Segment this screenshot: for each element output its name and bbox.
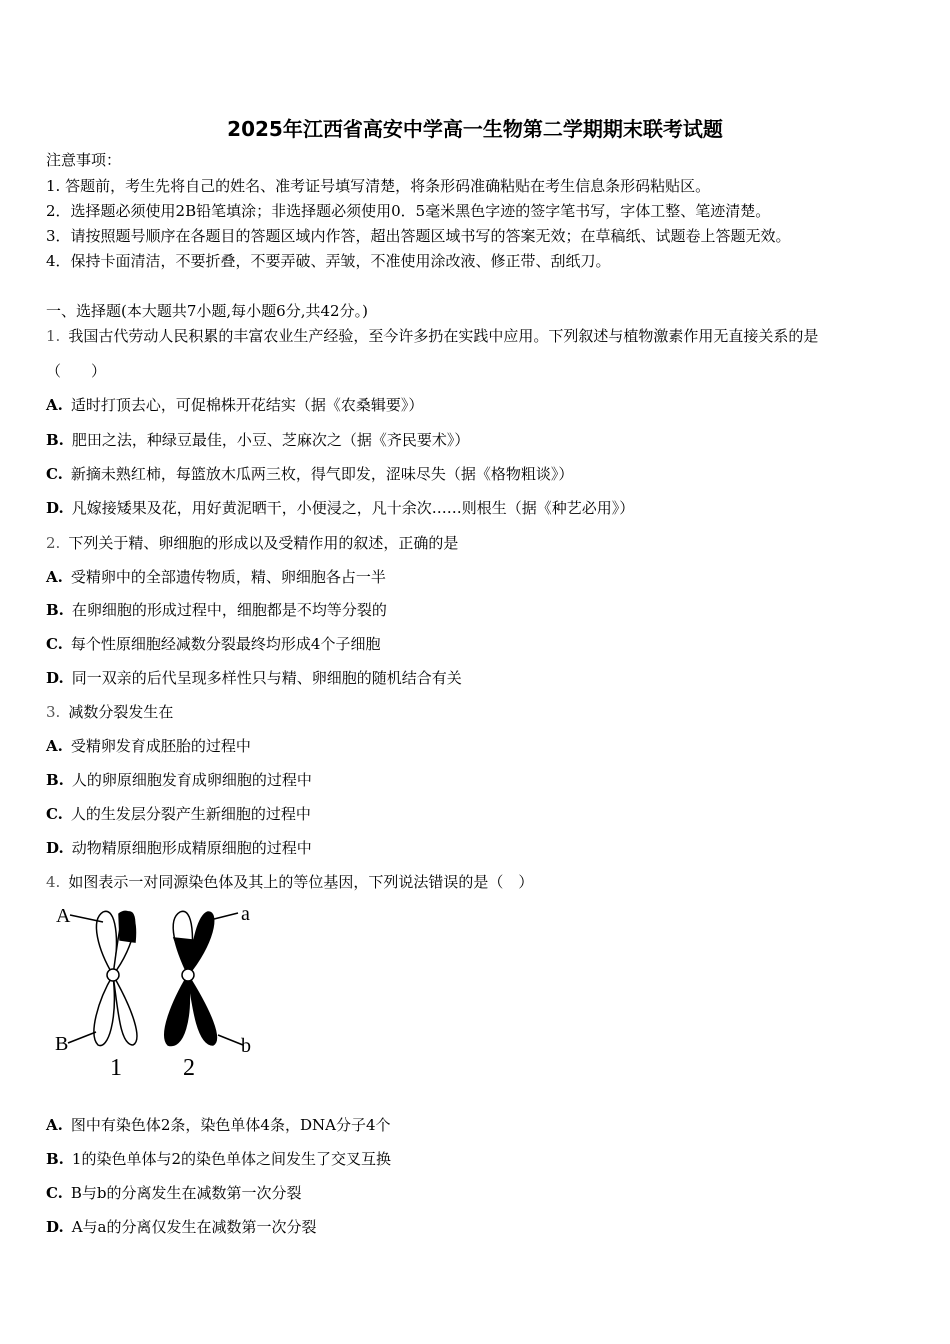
option-d[interactable]: D. A与a的分离仅发生在减数第一次分裂 [46, 1218, 317, 1236]
label-a: a [241, 903, 250, 925]
notice-item: 1. 答题前，考生先将自己的姓名、准考证号填写清楚，将条形码准确粘贴在考生信息条形码粘贴区。 [46, 177, 711, 195]
chromosome-figure [48, 900, 288, 1085]
notice-item: 3．请按照题号顺序在各题目的答题区域内作答，超出答题区域书写的答案无效；在草稿纸、试题卷上答题无效。 [46, 227, 791, 245]
option-b[interactable]: B. 人的卵原细胞发育成卵细胞的过程中 [46, 771, 312, 789]
notice-item: 2．选择题必须使用2B铅笔填涂；非选择题必须使用0．5毫米黑色字迹的签字笔书写，字体工整、笔迹清楚。 [46, 202, 771, 220]
option-a[interactable]: A. 图中有染色体2条，染色单体4条，DNA分子4个 [46, 1116, 391, 1134]
option-a[interactable]: A. 受精卵中的全部遗传物质，精、卵细胞各占一半 [46, 568, 386, 586]
label-B: B [55, 1033, 69, 1055]
question-4-stem: 4. 如图表示一对同源染色体及其上的等位基因，下列说法错误的是（ ） [46, 873, 534, 891]
option-c[interactable]: C. 人的生发层分裂产生新细胞的过程中 [46, 805, 311, 823]
question-3-stem: 3. 减数分裂发生在 [46, 703, 174, 721]
option-c[interactable]: C. 新摘未熟红柿，每篮放木瓜两三枚，得气即发，涩味尽失（据《格物粗谈》） [46, 465, 574, 483]
label-A: A [56, 905, 71, 927]
option-c[interactable]: C. 每个性原细胞经减数分裂最终均形成4个子细胞 [46, 635, 381, 653]
option-a[interactable]: A. 受精卵发育成胚胎的过程中 [46, 737, 251, 755]
question-1-stem: 1. 我国古代劳动人民积累的丰富农业生产经验，至今许多扔在实践中应用。下列叙述与植物激素作用无直接关系的是 [46, 327, 819, 345]
option-b[interactable]: B. 肥田之法，种绿豆最佳，小豆、芝麻次之（据《齐民要术》） [46, 431, 470, 449]
notice-item: 4．保持卡面清洁，不要折叠，不要弄破、弄皱，不准使用涂改液、修正带、刮纸刀。 [46, 252, 611, 270]
label-2: 2 [183, 1055, 195, 1081]
option-b[interactable]: B. 在卵细胞的形成过程中，细胞都是不均等分裂的 [46, 601, 387, 619]
option-a[interactable]: A. 适时打顶去心，可促棉株开花结实（据《农桑辑要》） [46, 396, 424, 414]
question-1-blank: （ ） [46, 362, 107, 380]
option-b[interactable]: B. 1的染色单体与2的染色单体之间发生了交叉互换 [46, 1150, 391, 1168]
option-d[interactable]: D. 同一双亲的后代呈现多样性只与精、卵细胞的随机结合有关 [46, 669, 462, 687]
label-1: 1 [110, 1055, 122, 1081]
option-c[interactable]: C. B与b的分离发生在减数第一次分裂 [46, 1184, 302, 1202]
option-d[interactable]: D. 凡嫁接矮果及花，用好黄泥晒干，小便浸之，凡十余次……则根生（据《种艺必用》） [46, 499, 635, 517]
notice-heading: 注意事项： [46, 151, 122, 169]
page-title: 2025年江西省高安中学高一生物第二学期期末联考试题 [227, 117, 723, 141]
label-b: b [241, 1035, 251, 1057]
option-d[interactable]: D. 动物精原细胞形成精原细胞的过程中 [46, 839, 312, 857]
section-heading: 一、选择题(本大题共7小题,每小题6分,共42分。) [46, 302, 368, 320]
question-2-stem: 2. 下列关于精、卵细胞的形成以及受精作用的叙述，正确的是 [46, 534, 459, 552]
